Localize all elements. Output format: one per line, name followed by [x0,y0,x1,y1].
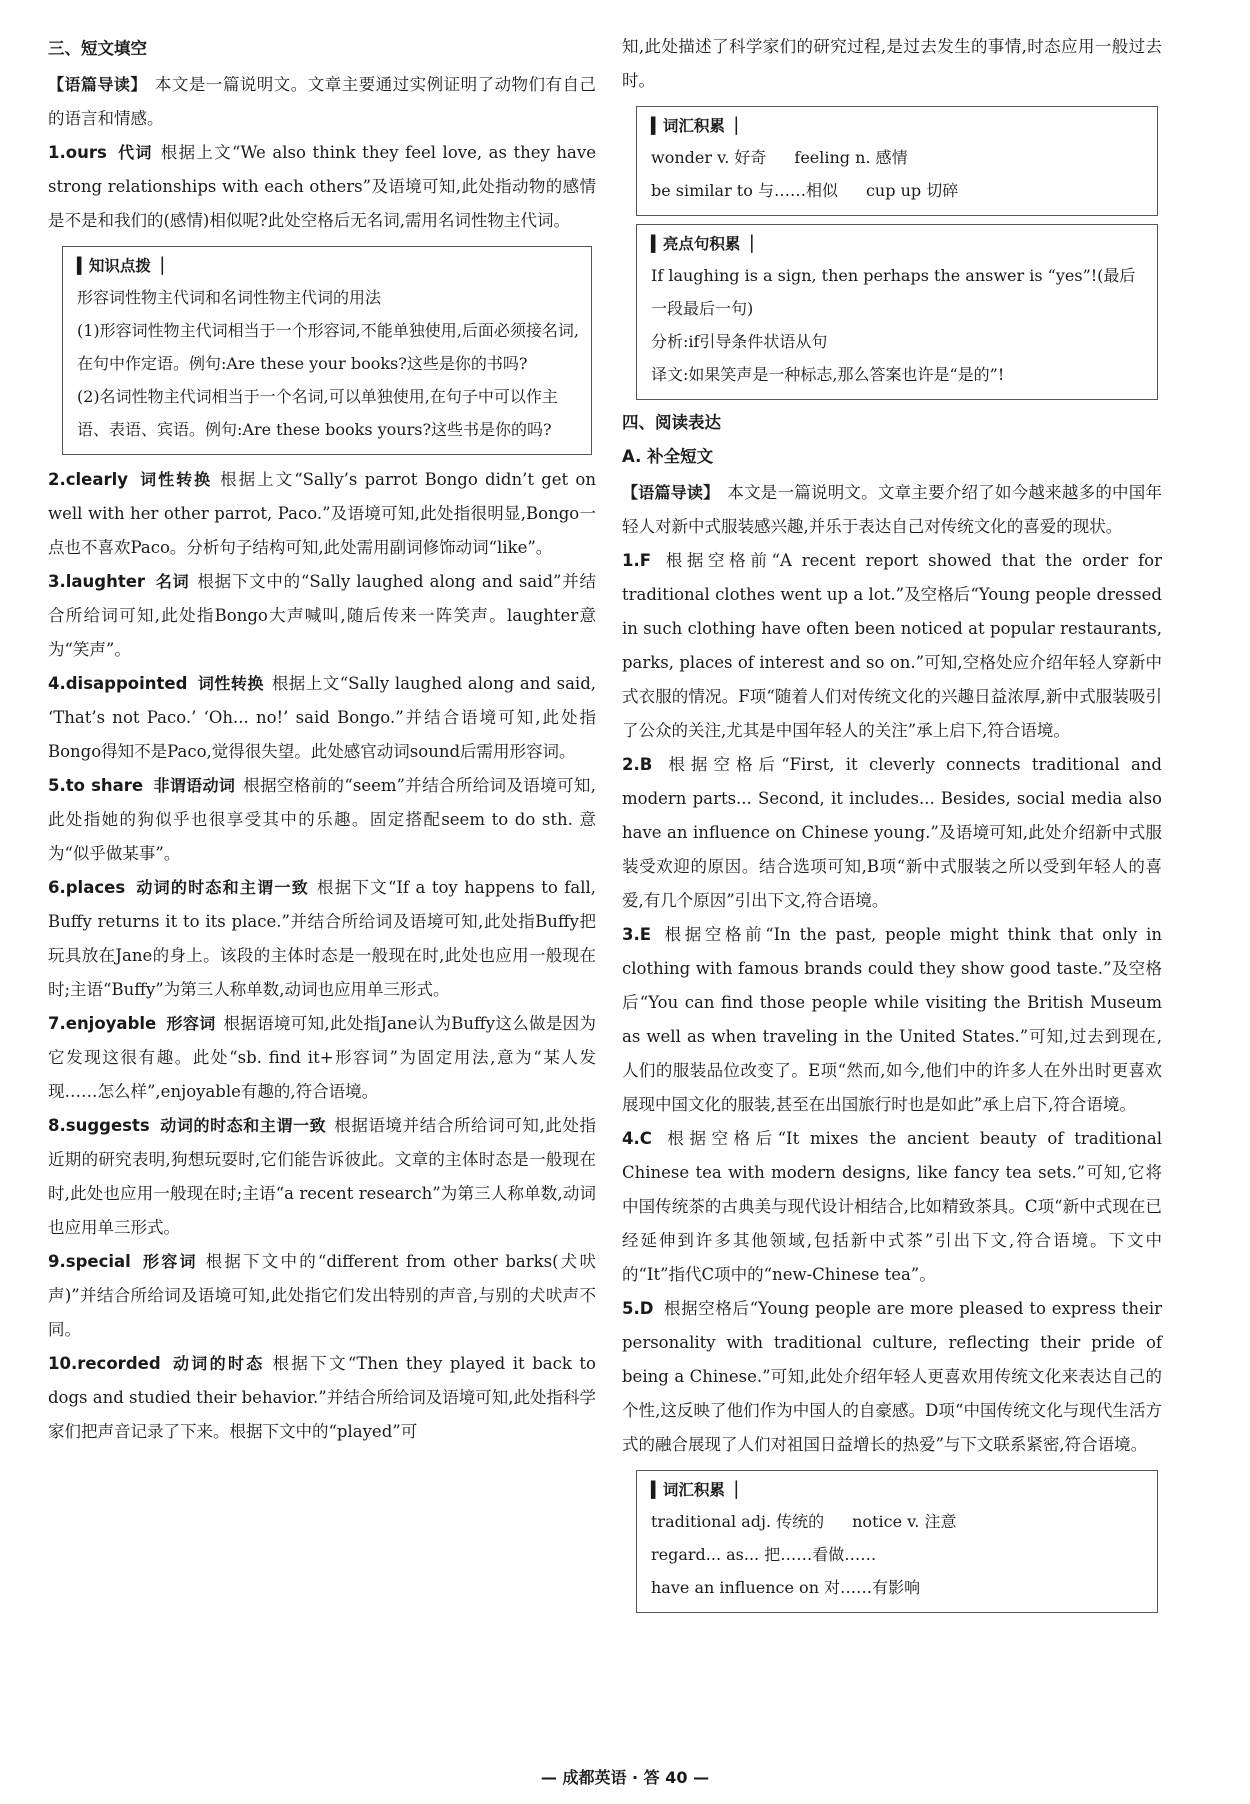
item-explanation: 根据上文“Sally’s parrot Bongo didn’t get on well with her other parrot, Paco.”及语境可知,此处指很明显,Bongo一点也不喜欢Paco。分析句子结构可知,此处需用副词修饰动词“like”。 [48,470,596,557]
vocab-row [651,174,1145,207]
item-number: 1. [48,143,66,162]
vocab-entry: regard... as... 把……看做…… [651,1545,877,1564]
vocab-box-title-text: 词汇积累 [662,1481,725,1499]
vocab-box [636,1470,1158,1613]
item-explanation: 根据语境可知,此处指Jane认为Buffy这么做是因为它发现这很有趣。此处“sb. find it+形容词”为固定用法,意为“某人发现……怎么样”,enjoyable有趣的,符合语境。 [48,1014,596,1101]
answer-item [622,918,1162,1122]
vocab-entry: be similar to 与……相似 [651,181,838,200]
vocab-row [651,141,1145,174]
item-explanation: 根据空格后“Young people are more pleased to express their personality with traditional culture, reflecting their pride of being a Chinese.”可知,此处介绍年轻人更喜欢用传统文化来表达自己的个性,这反映了他们作为中国人的自豪感。D项“中国传统文化与现代生活方式的融合展现了人们对祖国日益增长的热爱”与下文联系紧密,符合语境。 [622,1299,1162,1454]
item-number: 3. [622,925,640,944]
item-explanation: 根据上文“Sally laughed along and said, ‘That’s not Paco.’ ‘Oh... no!’ said Bongo.”并结合语境可知,此处指Bongo得知不是Paco,觉得很失望。此处感官动词sound后需用形容词。 [48,674,596,761]
guide-text: 本文是一篇说明文。文章主要介绍了如今越来越多的中国年轻人对新中式服装感兴趣,并乐于表达自己对传统文化的喜爱的现状。 [622,483,1162,536]
guide-paragraph [622,476,1162,544]
item-type: 词性转换 [138,470,213,489]
item-answer: ours [65,143,107,162]
guide-tag: 【语篇导读】 [622,483,720,502]
guide-tag: 【语篇导读】 [48,75,147,94]
item-number: 2. [48,470,66,489]
answer-item [48,1347,596,1449]
knowledge-line: (1)形容词性物主代词相当于一个形容词,不能单独使用,后面必须接名词,在句中作定语。例句:Are these your books?这些是你的书吗? [77,321,579,373]
item-number: 1. [622,551,640,570]
vocab-row [651,1505,1145,1538]
item-number: 7. [48,1014,66,1033]
vocab-entry: feeling n. 感情 [794,148,908,167]
item-number: 4. [48,674,66,693]
item-number: 2. [622,755,640,774]
item-number: 10. [48,1354,78,1373]
item-answer: D [639,1299,654,1318]
item-answer: enjoyable [65,1014,157,1033]
item-answer: C [639,1129,652,1148]
item-type: 非谓语动词 [153,776,236,795]
item-number: 8. [48,1116,66,1135]
item-type: 形容词 [140,1252,198,1271]
item-number: 3. [48,572,66,591]
item-type: 词性转换 [197,674,264,693]
section-title-short-passage: 三、短文填空 [48,39,147,58]
item-explanation: 根据语境并结合所给词可知,此处指近期的研究表明,狗想玩耍时,它们能告诉彼此。文章的主体时态是一般现在时,此处也应用一般现在时;主语“a recent research”为第三人称单数,动词也应用单三形式。 [48,1116,596,1237]
item-type: 代词 [116,143,153,162]
answer-item [48,1109,596,1245]
answer-item [48,1245,596,1347]
answer-item [48,565,596,667]
answer-item [48,136,596,238]
right-column [622,30,1162,1621]
answer-item [48,1007,596,1109]
item-explanation: 根据空格后“It mixes the ancient beauty of traditional Chinese tea with modern designs, like fancy tea sets.”可知,它将中国传统茶的古典美与现代设计相结合,比如精致茶具。C项“新中式现在已经延伸到许多其他领域,包括新中式茶”引出下文,符合语境。下文中的“It”指代C项中的“new-Chinese tea”。 [622,1129,1162,1284]
item-explanation: 根据上文“We also think they feel love, as they have strong relationships with each others”及语境可知,此处指动物的感情是不是和我们的(感情)相似呢?此处空格后无名词,需用名词性物主代词。 [48,143,596,230]
item-type: 动词的时态 [170,1354,265,1373]
item-type: 动词的时态和主谓一致 [135,878,309,897]
vocab-box-title: ▍词汇积累▕ [651,117,737,135]
knowledge-box-title: ▍知识点拨▕ [77,257,163,275]
item-explanation: 根据下文“If a toy happens to fall, Buffy returns it to its place.”并结合所给词及语境可知,此处指Buffy把玩具放在Jane的身上。该段的主体时态是一般现在时,此处也应用一般现在时;主语“Buffy”为第三人称单数,动词也应用单三形式。 [48,878,596,999]
vocab-row [651,1538,1145,1571]
answer-item [622,1292,1162,1462]
vocab-box [636,106,1158,216]
item-number: 9. [48,1252,66,1271]
answer-item [48,463,596,565]
vocab-box-title: ▍词汇积累▕ [651,1481,737,1499]
knowledge-box-title-text: 知识点拨 [88,257,151,275]
item-answer: laughter [65,572,146,591]
item-explanation: 根据下文中的“Sally laughed along and said”并结合所给词可知,此处指Bongo大声喊叫,随后传来一阵笑声。laughter意为“笑声”。 [48,572,596,659]
vocab-entry: traditional adj. 传统的 [651,1512,825,1531]
page-footer: — 成都英语 · 答 40 — [540,1768,710,1787]
highlight-line: 译文:如果笑声是一种标志,那么答案也许是“是的”! [651,365,1005,384]
item-answer: to share [65,776,144,795]
answer-item [48,769,596,871]
vocab-box-title-text: 词汇积累 [662,117,725,135]
vocab-entry: notice v. 注意 [852,1512,957,1531]
knowledge-box [62,246,592,455]
item-answer: places [65,878,126,897]
guide-paragraph [48,68,596,136]
highlight-line: 分析:if引导条件状语从句 [651,332,828,351]
item-answer: clearly [65,470,129,489]
answer-list [622,544,1162,1462]
item-answer: suggests [65,1116,150,1135]
continuation-text: 知,此处描述了科学家们的研究过程,是过去发生的事情,时态应用一般过去时。 [622,37,1162,90]
section-title-reading: 四、阅读表达 [622,413,721,432]
answer-list [48,463,596,1449]
item-explanation: 根据空格后“First, it cleverly connects traditional and modern parts... Second, it includes... Besides, social media also have an influence on Chinese young.”及语境可知,此处介绍新中式服装受欢迎的原因。结合选项可知,B项“新中式服装之所以受到年轻人的喜爱,有几个原因”引出下文,符合语境。 [622,755,1162,910]
item-explanation: 根据下文“Then they played it back to dogs and studied their behavior.”并结合所给词及语境可知,此处指科学家们把声音记录了下来。根据下文中的“played”可 [48,1354,596,1441]
guide-text: 本文是一篇说明文。文章主要通过实例证明了动物们有自己的语言和情感。 [48,75,596,128]
highlight-sentence-box [636,224,1158,400]
knowledge-line: 形容词性物主代词和名词性物主代词的用法 [77,288,382,307]
left-column [48,30,596,1449]
highlight-box-title-text: 亮点句积累 [662,235,741,253]
vocab-entry: cup up 切碎 [865,181,959,200]
answer-item [48,667,596,769]
highlight-line: If laughing is a sign, then perhaps the answer is “yes”!(最后一段最后一句) [651,266,1136,318]
item-answer: special [65,1252,131,1271]
item-number: 5. [48,776,66,795]
highlight-box-title: ▍亮点句积累▕ [651,235,753,253]
vocab-row [651,1571,1145,1604]
item-answer: F [639,551,652,570]
item-number: 4. [622,1129,640,1148]
knowledge-line: (2)名词性物主代词相当于一个名词,可以单独使用,在句子中可以作主语、表语、宾语。例句:Are these books yours?这些书是你的吗? [77,387,558,439]
item-explanation: 根据空格前的“seem”并结合所给词及语境可知,此处指她的狗似乎也很享受其中的乐趣。固定搭配seem to do sth. 意为“似乎做某事”。 [48,776,596,863]
item-number: 6. [48,878,66,897]
answer-item [48,871,596,1007]
vocab-entry: have an influence on 对……有影响 [651,1578,921,1597]
item-type: 形容词 [166,1014,216,1033]
item-number: 5. [622,1299,640,1318]
item-type: 名词 [155,572,190,591]
item-answer: B [639,755,653,774]
item-answer: disappointed [65,674,188,693]
item-answer: E [639,925,652,944]
answer-item [622,748,1162,918]
item-type: 动词的时态和主谓一致 [159,1116,327,1135]
item-explanation: 根据下文中的“different from other barks(犬吠声)”并结合所给词及语境可知,此处指它们发出特别的声音,与别的犬吠声不同。 [48,1252,596,1339]
sub-title: A. 补全短文 [622,447,714,466]
answer-item [622,544,1162,748]
item-explanation: 根据空格前“In the past, people might think that only in clothing with famous brands could they show good taste.”及空格后“You can find those people while visiting the British Museum as well as when traveling in the United States.”可知,过去到现在,人们的服装品位改变了。E项“然而,如今,他们中的许多人在外出时更喜欢展现中国文化的服装,甚至在出国旅行时也是如此”承上启下,符合语境。 [622,925,1162,1114]
item-explanation: 根据空格前“A recent report showed that the order for traditional clothes went up a lot.”及空格后“Young people dressed in such clothing have often been noticed at popular restaurants, parks, places of interest and so on.”可知,空格处应介绍年轻人穿新中式衣服的情况。F项“随着人们对传统文化的兴趣日益浓厚,新中式服装吸引了公众的关注,尤其是中国年轻人的关注”承上启下,符合语境。 [622,551,1162,740]
answer-item [622,1122,1162,1292]
vocab-entry: wonder v. 好奇 [651,148,767,167]
item-answer: recorded [77,1354,161,1373]
